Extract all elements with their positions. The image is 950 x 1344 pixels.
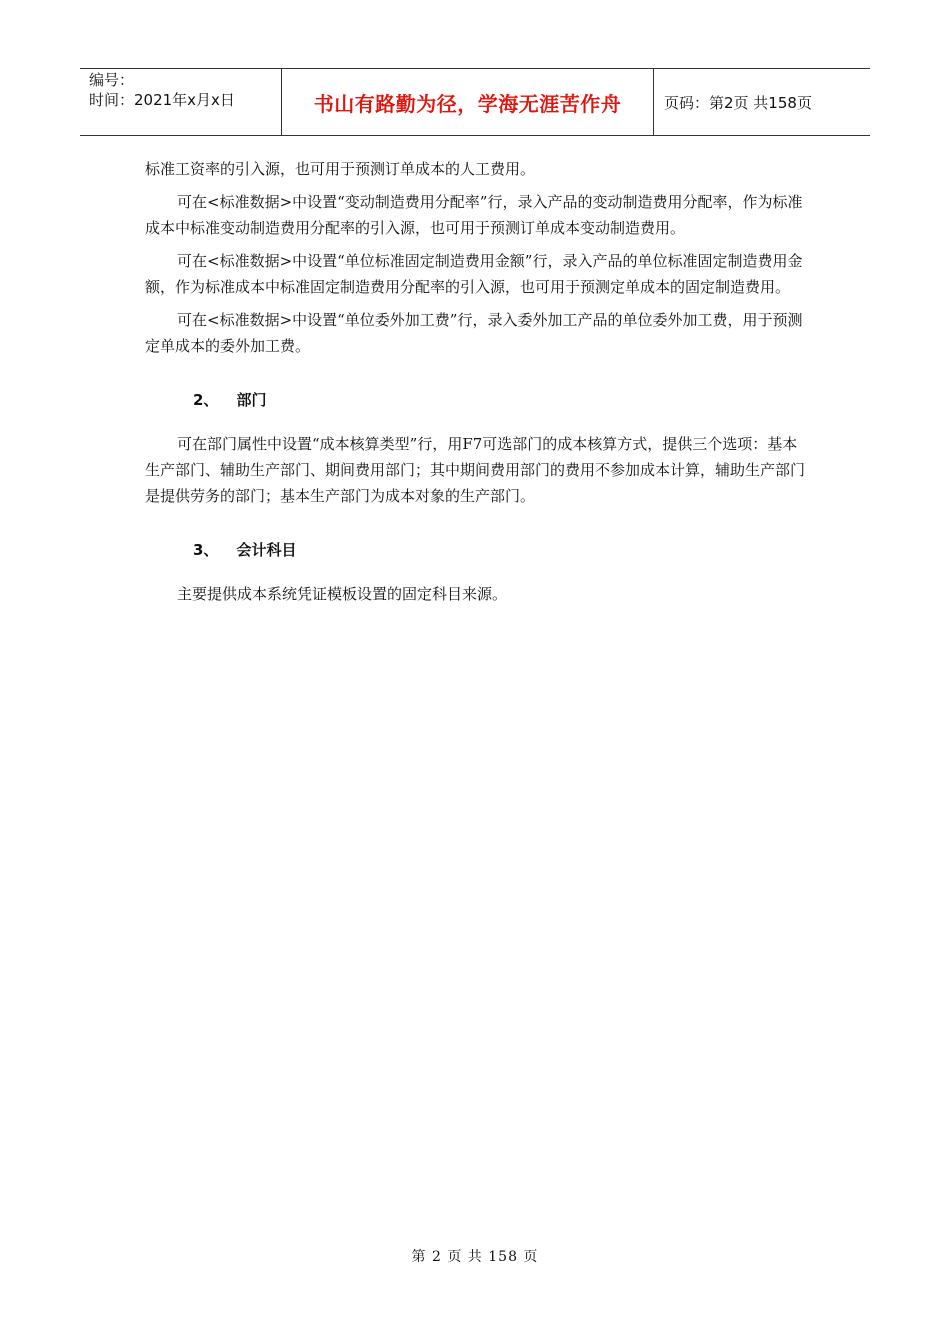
- paragraph: 可在<标准数据>中设置“变动制造费用分配率”行，录入产品的变动制造费用分配率，作为标准成本中标准变动制造费用分配率的引入源，也可用于预测订单成本变动制造费用。: [145, 193, 803, 237]
- paragraph: 可在<标准数据>中设置“单位委外加工费”行，录入委外加工产品的单位委外加工费，用于预测定单成本的委外加工费。: [145, 311, 803, 355]
- header-motto: 书山有路勤为径，学海无涯苦作舟: [282, 69, 654, 135]
- header-page-label: 页码：第2页 共158页: [664, 93, 812, 112]
- paragraph: 标准工资率的引入源，也可用于预测订单成本的人工费用。: [145, 160, 536, 178]
- section-number: 2、: [193, 391, 219, 409]
- section-title: 会计科目: [236, 541, 297, 559]
- section-heading-department: [193, 387, 810, 413]
- section-number: 3、: [193, 541, 219, 559]
- section-title: 部门: [236, 391, 267, 409]
- section-heading-accounts: [193, 537, 810, 563]
- paragraph: 可在部门属性中设置“成本核算类型”行，用F7可选部门的成本核算方式，提供三个选项：基本生产部门、辅助生产部门、期间费用部门；其中期间费用部门的费用不参加成本计算，辅助生产部门是提供劳务的部门；基本生产部门为成本对象的生产部门。: [145, 435, 806, 505]
- header-meta: [80, 69, 282, 135]
- document-body: [145, 156, 810, 614]
- page-footer: 第 2 页 共 158 页: [411, 1249, 539, 1265]
- number-label: 编号：: [89, 71, 135, 89]
- time-label: 时间：2021年x月x日: [89, 91, 235, 109]
- paragraph: 可在<标准数据>中设置“单位标准固定制造费用金额”行，录入产品的单位标准固定制造费用金额，作为标准成本中标准固定制造费用分配率的引入源，也可用于预测定单成本的固定制造费用。: [145, 252, 803, 296]
- page-header: [80, 68, 870, 136]
- paragraph: 主要提供成本系统凭证模板设置的固定科目来源。: [177, 585, 508, 603]
